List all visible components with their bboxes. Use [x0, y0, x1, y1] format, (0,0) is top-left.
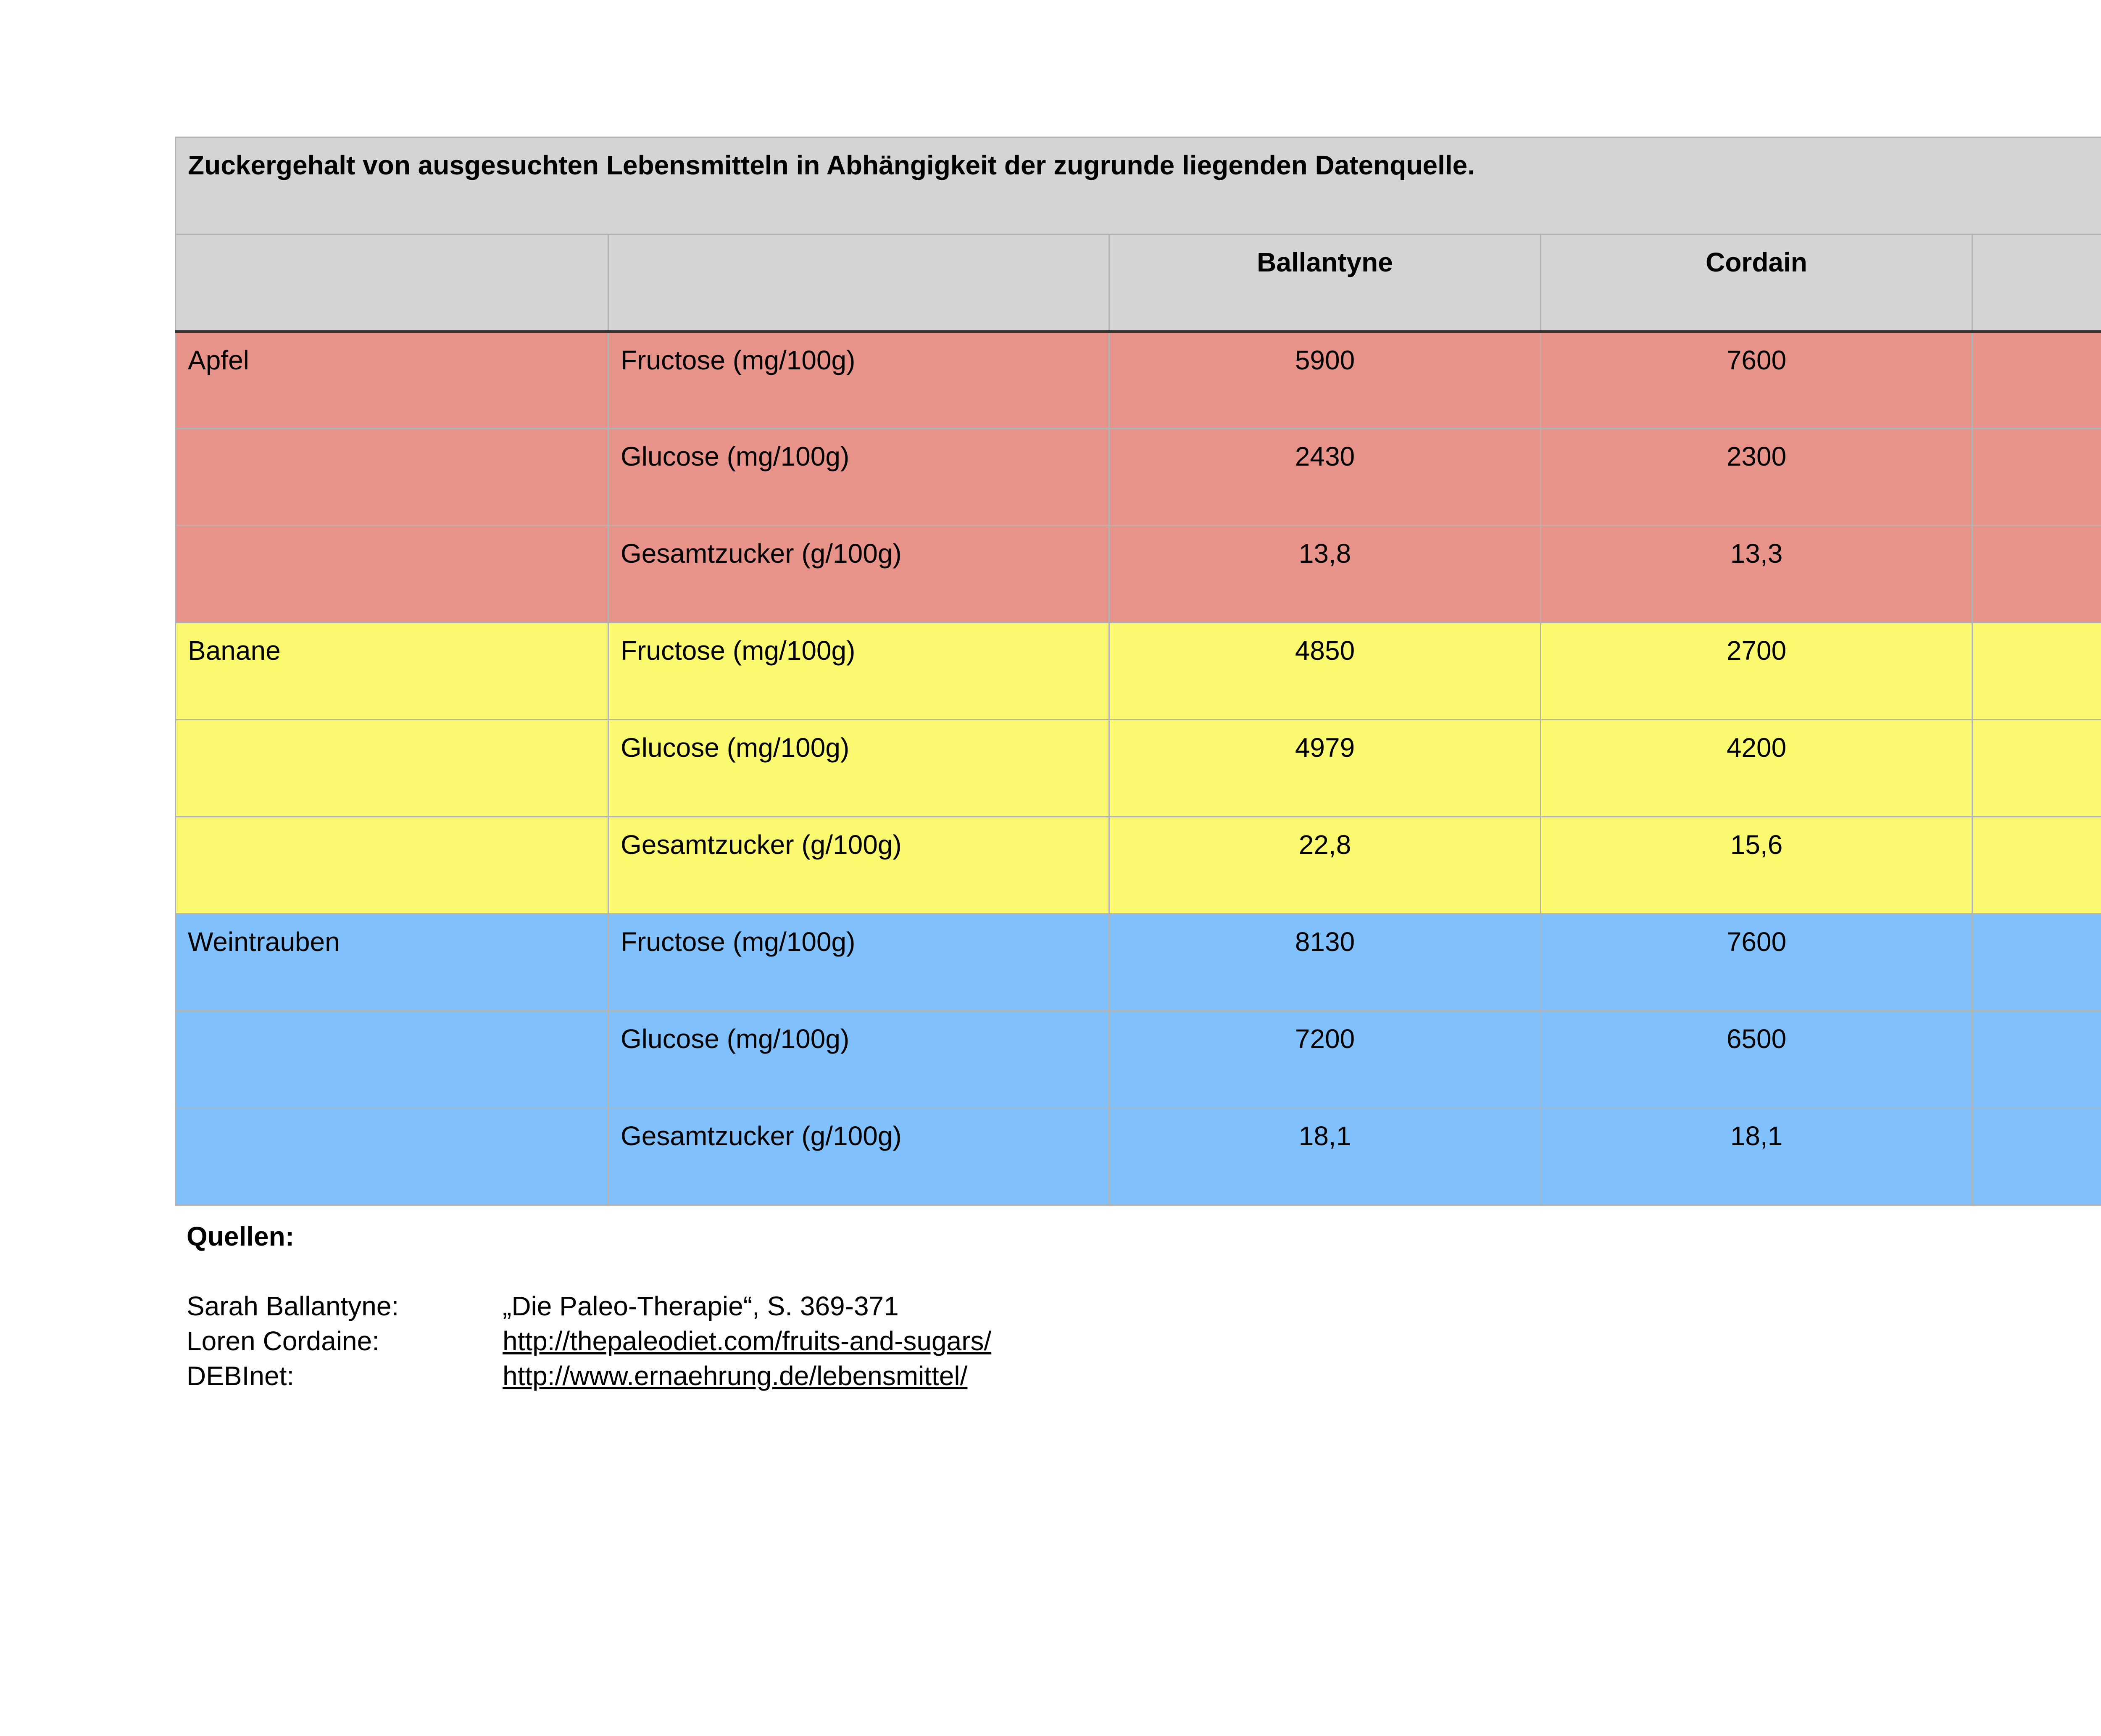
value-cell-ballantyne: 22,8	[1109, 817, 1541, 914]
fruit-name-cell-empty	[176, 429, 608, 526]
value-cell-cordain: 2300	[1541, 429, 1972, 526]
nutrient-label-cell: Glucose (mg/100g)	[608, 720, 1109, 817]
header-cell-fruit	[176, 234, 608, 332]
value-cell-debinet	[1972, 332, 2101, 429]
fruit-name-cell-empty	[176, 526, 608, 623]
sugar-content-table	[175, 137, 2101, 1206]
value-cell-cordain: 13,3	[1541, 526, 1972, 623]
header-cell-cordain: Cordain	[1541, 234, 1972, 332]
table-row	[176, 914, 2101, 1011]
value-cell-debinet	[1972, 817, 2101, 914]
nutrient-label-cell: Gesamtzucker (g/100g)	[608, 1108, 1109, 1205]
fruit-name-cell: Apfel	[176, 332, 608, 429]
value-cell-ballantyne: 2430	[1109, 429, 1541, 526]
value-cell-debinet	[1972, 914, 2101, 1011]
value-cell-ballantyne: 7200	[1109, 1011, 1541, 1108]
value-cell-cordain: 7600	[1541, 914, 1972, 1011]
value-cell-debinet	[1972, 1108, 2101, 1205]
nutrient-label-cell: Fructose (mg/100g)	[608, 623, 1109, 720]
value-cell-ballantyne: 8130	[1109, 914, 1541, 1011]
source-item	[187, 1289, 2101, 1324]
source-item	[187, 1324, 2101, 1359]
table-title: Zuckergehalt von ausgesuchten Lebensmitteln in Abhängigkeit der zugrunde liegenden Datenquelle.	[176, 137, 2101, 234]
fruit-name-cell: Banane	[176, 623, 608, 720]
value-cell-debinet	[1972, 526, 2101, 623]
value-cell-ballantyne: 4979	[1109, 720, 1541, 817]
value-cell-cordain: 4200	[1541, 720, 1972, 817]
header-cell-nutrient	[608, 234, 1109, 332]
fruit-name-cell-empty	[176, 817, 608, 914]
value-cell-debinet	[1972, 720, 2101, 817]
table-row	[176, 817, 2101, 914]
source-author: Sarah Ballantyne:	[187, 1291, 399, 1321]
value-cell-debinet	[1972, 623, 2101, 720]
table-row	[176, 429, 2101, 526]
source-author: DEBInet:	[187, 1361, 295, 1391]
value-cell-cordain: 6500	[1541, 1011, 1972, 1108]
document-sheet	[175, 137, 2101, 1394]
value-cell-ballantyne: 4850	[1109, 623, 1541, 720]
fruit-name-cell-empty	[176, 1011, 608, 1108]
source-link[interactable]: http://www.ernaehrung.de/lebensmittel/	[503, 1361, 968, 1391]
value-cell-debinet	[1972, 1011, 2101, 1108]
value-cell-cordain: 2700	[1541, 623, 1972, 720]
nutrient-label-cell: Fructose (mg/100g)	[608, 332, 1109, 429]
value-cell-ballantyne: 18,1	[1109, 1108, 1541, 1205]
nutrient-label-cell: Fructose (mg/100g)	[608, 914, 1109, 1011]
header-cell-ballantyne: Ballantyne	[1109, 234, 1541, 332]
source-author: Loren Cordaine:	[187, 1326, 379, 1356]
table-header-row	[176, 234, 2101, 332]
value-cell-cordain: 7600	[1541, 332, 1972, 429]
nutrient-label-cell: Gesamtzucker (g/100g)	[608, 817, 1109, 914]
value-cell-ballantyne: 5900	[1109, 332, 1541, 429]
table-row	[176, 526, 2101, 623]
source-item	[187, 1359, 2101, 1394]
fruit-name-cell-empty	[176, 720, 608, 817]
value-cell-debinet	[1972, 429, 2101, 526]
source-link[interactable]: http://thepaleodiet.com/fruits-and-sugars/	[503, 1326, 992, 1356]
value-cell-cordain: 18,1	[1541, 1108, 1972, 1205]
value-cell-cordain: 15,6	[1541, 817, 1972, 914]
sources-section	[175, 1219, 2101, 1394]
fruit-name-cell: Weintrauben	[176, 914, 608, 1011]
sources-heading: Quellen:	[187, 1221, 295, 1251]
table-title-row	[176, 137, 2101, 234]
table-row	[176, 623, 2101, 720]
fruit-name-cell-empty	[176, 1108, 608, 1205]
nutrient-label-cell: Glucose (mg/100g)	[608, 429, 1109, 526]
header-cell-debinet	[1972, 234, 2101, 332]
source-reference: „Die Paleo-Therapie“, S. 369-371	[503, 1291, 899, 1321]
table-row	[176, 1011, 2101, 1108]
table-row	[176, 332, 2101, 429]
table-row	[176, 720, 2101, 817]
table-row	[176, 1108, 2101, 1205]
nutrient-label-cell: Glucose (mg/100g)	[608, 1011, 1109, 1108]
nutrient-label-cell: Gesamtzucker (g/100g)	[608, 526, 1109, 623]
value-cell-ballantyne: 13,8	[1109, 526, 1541, 623]
